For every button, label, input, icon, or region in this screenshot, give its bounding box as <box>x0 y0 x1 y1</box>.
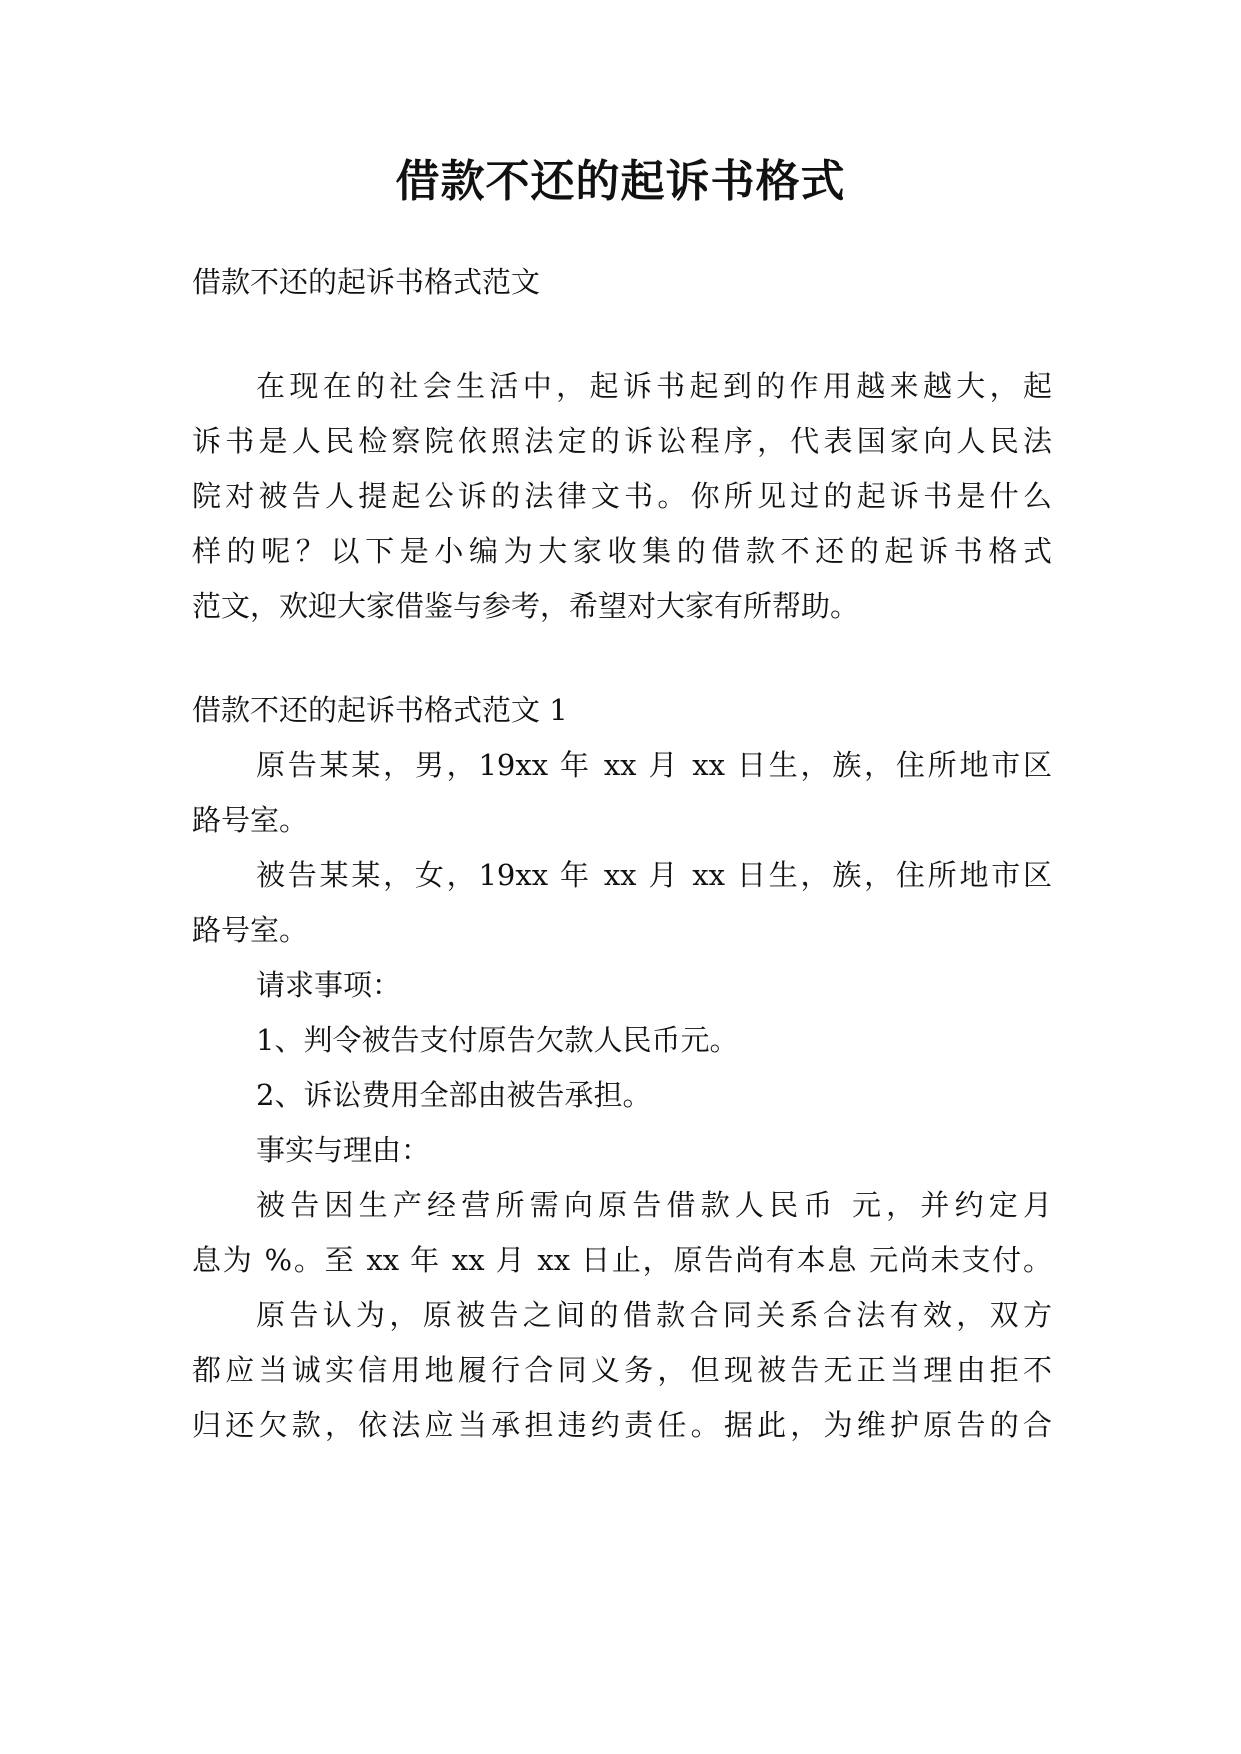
facts-line: 被告因生产经营所需向原告借款人民币 元，并约定月 <box>256 1188 1052 1222</box>
intro-line: 院对被告人提起公诉的法律文书。你所见过的起诉书是什么 <box>192 479 1052 513</box>
reason-line: 都应当诚实信用地履行合同义务，但现被告无正当理由拒不 <box>192 1353 1052 1387</box>
facts-heading: 事实与理由： <box>256 1133 431 1167</box>
claims-heading: 请求事项： <box>256 968 402 1002</box>
plaintiff-line: 路号室。 <box>192 803 309 837</box>
subtitle: 借款不还的起诉书格式范文 <box>192 265 541 299</box>
section-heading: 借款不还的起诉书格式范文 1 <box>192 693 568 727</box>
reason-line: 原告认为，原被告之间的借款合同关系合法有效，双方 <box>256 1298 1052 1332</box>
intro-line: 在现在的社会生活中，起诉书起到的作用越来越大，起 <box>256 369 1052 403</box>
plaintiff-line: 原告某某，男，19xx 年 xx 月 xx 日生，族，住所地市区 <box>256 748 1052 782</box>
defendant-line: 路号室。 <box>192 913 309 947</box>
intro-line: 诉书是人民检察院依照法定的诉讼程序，代表国家向人民法 <box>192 424 1052 458</box>
claim-item: 1、判令被告支付原告欠款人民币元。 <box>256 1023 739 1057</box>
document-title: 借款不还的起诉书格式 <box>395 156 846 207</box>
facts-line: 息为 %。至 xx 年 xx 月 xx 日止，原告尚有本息 元尚未支付。 <box>192 1243 1052 1277</box>
defendant-line: 被告某某，女，19xx 年 xx 月 xx 日生，族，住所地市区 <box>256 858 1052 892</box>
claim-item: 2、诉讼费用全部由被告承担。 <box>256 1078 652 1112</box>
intro-line: 样的呢？以下是小编为大家收集的借款不还的起诉书格式 <box>192 534 1052 568</box>
intro-line: 范文，欢迎大家借鉴与参考，希望对大家有所帮助。 <box>192 589 860 623</box>
reason-line: 归还欠款，依法应当承担违约责任。据此，为维护原告的合 <box>192 1408 1052 1442</box>
